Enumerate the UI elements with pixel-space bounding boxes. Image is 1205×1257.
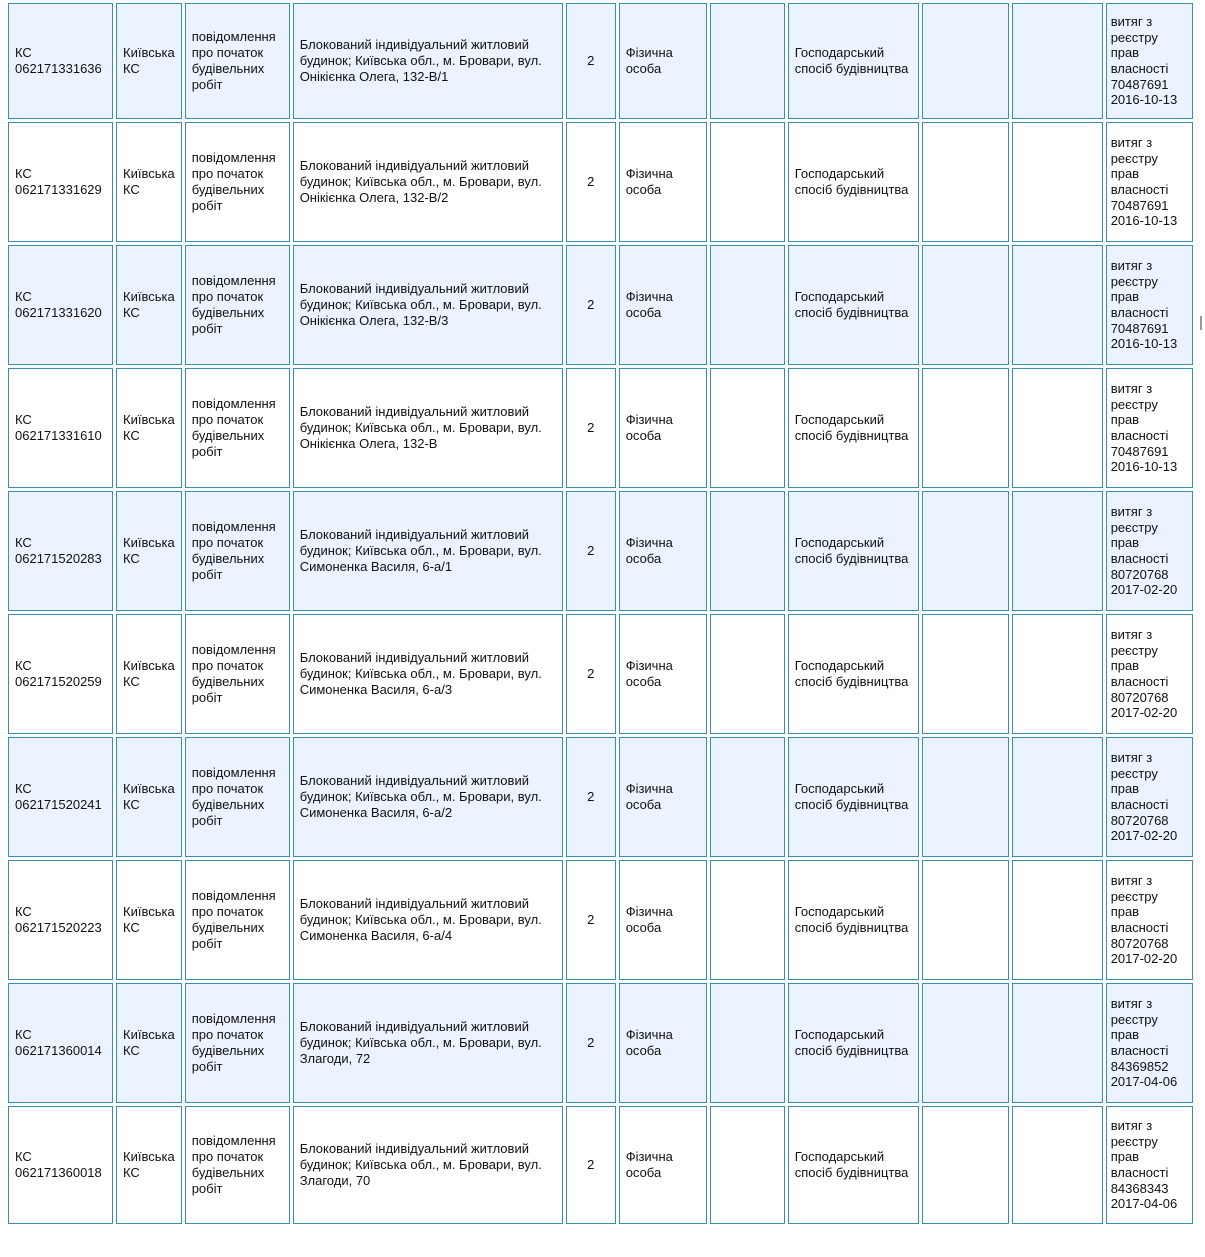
permit-id-cell-text: КС 062171331620 [15,289,102,320]
permit-id-cell [8,860,113,980]
permit-id-cell [8,368,113,488]
complexity-category-cell [566,614,616,734]
customer-type-cell-text: Фізична особа [625,658,673,689]
permit-id-cell [8,614,113,734]
region-cell [116,368,182,488]
customer-type-cell [619,983,707,1103]
empty-cell-b [922,491,1009,611]
ownership-evidence-cell-text: витяг з реєстру прав власності 80720768 2017-02-20 [1110,504,1178,598]
permit-id-cell-text: КС 062171520283 [15,535,102,566]
permit-id-cell-text: КС 062171520241 [15,781,102,812]
construction-method-cell [788,368,919,488]
region-cell-text: Київська КС [123,166,175,197]
complexity-category-cell-text: 2 [587,1157,595,1172]
scrollbar-edge-marker [1200,316,1202,330]
construction-method-cell-text: Господарський спосіб будівництва [794,1149,909,1180]
complexity-category-cell-text: 2 [587,912,595,927]
construction-object-cell-text: Блокований індивідуальний житловий будинок; Київська обл., м. Бровари, вул. Онікієнка Олега, 132-В/2 [299,158,542,205]
table-row [8,983,1193,1103]
ownership-evidence-cell [1106,245,1193,365]
region-cell-text: Київська КС [123,535,175,566]
table-row [8,122,1193,242]
customer-type-cell [619,860,707,980]
construction-object-cell-text: Блокований індивідуальний житловий будинок; Київська обл., м. Бровари, вул. Онікієнка Олега, 132-В [299,404,542,451]
region-cell [116,3,182,119]
customer-type-cell [619,368,707,488]
construction-method-cell [788,860,919,980]
complexity-category-cell [566,368,616,488]
empty-cell-a [710,3,785,119]
document-type-cell [185,614,290,734]
permit-id-cell [8,983,113,1103]
ownership-evidence-cell [1106,983,1193,1103]
document-type-cell-text: повідомлення про початок будівельних робіт [191,273,276,336]
ownership-evidence-cell-text: витяг з реєстру прав власності 70487691 2016-10-13 [1110,258,1178,352]
customer-type-cell-text: Фізична особа [625,45,673,76]
document-type-cell-text: повідомлення про початок будівельних робіт [191,1133,276,1196]
construction-method-cell-text: Господарський спосіб будівництва [794,412,909,443]
region-cell [116,983,182,1103]
document-type-cell-text: повідомлення про початок будівельних робіт [191,765,276,828]
empty-cell-c [1012,1106,1103,1224]
permit-id-cell [8,122,113,242]
complexity-category-cell [566,245,616,365]
empty-cell-b [922,3,1009,119]
table-row [8,614,1193,734]
empty-cell-c [1012,860,1103,980]
empty-cell-a [710,245,785,365]
permit-id-cell-text: КС 062171331610 [15,412,102,443]
construction-object-cell-text: Блокований індивідуальний житловий будинок; Київська обл., м. Бровари, вул. Злагоди, 72 [299,1019,542,1066]
customer-type-cell-text: Фізична особа [625,1027,673,1058]
table-row [8,3,1193,119]
permit-id-cell-text: КС 062171360014 [15,1027,102,1058]
complexity-category-cell-text: 2 [587,666,595,681]
complexity-category-cell [566,983,616,1103]
ownership-evidence-cell [1106,491,1193,611]
complexity-category-cell-text: 2 [587,174,595,189]
construction-object-cell-text: Блокований індивідуальний житловий будинок; Київська обл., м. Бровари, вул. Симоненка Василя, 6-а/3 [299,650,542,697]
construction-method-cell [788,737,919,857]
ownership-evidence-cell-text: витяг з реєстру прав власності 80720768 2017-02-20 [1110,750,1178,844]
document-type-cell-text: повідомлення про початок будівельних робіт [191,150,276,213]
region-cell [116,614,182,734]
document-type-cell [185,3,290,119]
construction-method-cell [788,491,919,611]
construction-object-cell-text: Блокований індивідуальний житловий будинок; Київська обл., м. Бровари, вул. Симоненка Василя, 6-а/4 [299,896,542,943]
construction-object-cell [293,122,563,242]
empty-cell-a [710,614,785,734]
customer-type-cell [619,737,707,857]
customer-type-cell [619,491,707,611]
construction-method-cell-text: Господарський спосіб будівництва [794,904,909,935]
construction-object-cell [293,983,563,1103]
region-cell-text: Київська КС [123,781,175,812]
permit-id-cell [8,3,113,119]
customer-type-cell-text: Фізична особа [625,1149,673,1180]
complexity-category-cell-text: 2 [587,420,595,435]
construction-object-cell [293,737,563,857]
table-row [8,1106,1193,1224]
empty-cell-c [1012,614,1103,734]
construction-method-cell-text: Господарський спосіб будівництва [794,535,909,566]
empty-cell-a [710,491,785,611]
customer-type-cell-text: Фізична особа [625,904,673,935]
construction-object-cell [293,245,563,365]
document-type-cell [185,122,290,242]
document-type-cell [185,737,290,857]
table-row [8,737,1193,857]
region-cell [116,245,182,365]
permits-table [5,0,1196,1227]
ownership-evidence-cell-text: витяг з реєстру прав власності 80720768 2017-02-20 [1110,873,1178,967]
complexity-category-cell [566,860,616,980]
construction-object-cell [293,860,563,980]
region-cell-text: Київська КС [123,45,175,76]
region-cell [116,737,182,857]
empty-cell-a [710,122,785,242]
complexity-category-cell [566,3,616,119]
region-cell [116,122,182,242]
document-type-cell [185,368,290,488]
document-type-cell-text: повідомлення про початок будівельних робіт [191,1011,276,1074]
document-type-cell [185,983,290,1103]
region-cell-text: Київська КС [123,1027,175,1058]
construction-method-cell-text: Господарський спосіб будівництва [794,1027,909,1058]
ownership-evidence-cell-text: витяг з реєстру прав власності 70487691 2016-10-13 [1110,14,1178,108]
document-type-cell-text: повідомлення про початок будівельних робіт [191,642,276,705]
empty-cell-c [1012,737,1103,857]
empty-cell-c [1012,491,1103,611]
construction-object-cell-text: Блокований індивідуальний житловий будинок; Київська обл., м. Бровари, вул. Симоненка Василя, 6-а/2 [299,773,542,820]
ownership-evidence-cell [1106,860,1193,980]
empty-cell-c [1012,983,1103,1103]
ownership-evidence-cell-text: витяг з реєстру прав власності 84368343 2017-04-06 [1110,1118,1178,1212]
empty-cell-a [710,1106,785,1224]
empty-cell-b [922,368,1009,488]
complexity-category-cell [566,1106,616,1224]
region-cell-text: Київська КС [123,658,175,689]
table-row [8,368,1193,488]
complexity-category-cell [566,122,616,242]
permit-id-cell-text: КС 062171520223 [15,904,102,935]
construction-object-cell-text: Блокований індивідуальний житловий будинок; Київська обл., м. Бровари, вул. Симоненка Василя, 6-а/1 [299,527,542,574]
empty-cell-b [922,737,1009,857]
complexity-category-cell-text: 2 [587,297,595,312]
permit-id-cell [8,245,113,365]
region-cell-text: Київська КС [123,289,175,320]
table-row [8,491,1193,611]
ownership-evidence-cell-text: витяг з реєстру прав власності 70487691 2016-10-13 [1110,135,1178,229]
document-type-cell [185,1106,290,1224]
permit-id-cell-text: КС 062171331636 [15,45,102,76]
empty-cell-b [922,983,1009,1103]
empty-cell-c [1012,3,1103,119]
complexity-category-cell [566,737,616,857]
construction-method-cell-text: Господарський спосіб будівництва [794,289,909,320]
permit-id-cell [8,737,113,857]
construction-object-cell [293,614,563,734]
construction-method-cell-text: Господарський спосіб будівництва [794,658,909,689]
ownership-evidence-cell [1106,1106,1193,1224]
empty-cell-b [922,614,1009,734]
customer-type-cell-text: Фізична особа [625,535,673,566]
document-type-cell-text: повідомлення про початок будівельних робіт [191,888,276,951]
empty-cell-c [1012,245,1103,365]
region-cell [116,860,182,980]
empty-cell-c [1012,368,1103,488]
complexity-category-cell [566,491,616,611]
customer-type-cell-text: Фізична особа [625,412,673,443]
construction-method-cell [788,1106,919,1224]
construction-method-cell [788,122,919,242]
construction-method-cell-text: Господарський спосіб будівництва [794,166,909,197]
empty-cell-a [710,737,785,857]
permit-id-cell-text: КС 062171360018 [15,1149,102,1180]
ownership-evidence-cell [1106,3,1193,119]
document-type-cell-text: повідомлення про початок будівельних робіт [191,519,276,582]
ownership-evidence-cell-text: витяг з реєстру прав власності 70487691 2016-10-13 [1110,381,1178,475]
document-type-cell [185,245,290,365]
customer-type-cell-text: Фізична особа [625,166,673,197]
ownership-evidence-cell-text: витяг з реєстру прав власності 80720768 2017-02-20 [1110,627,1178,721]
region-cell-text: Київська КС [123,1149,175,1180]
customer-type-cell [619,1106,707,1224]
empty-cell-b [922,860,1009,980]
permit-id-cell [8,1106,113,1224]
permit-id-cell-text: КС 062171520259 [15,658,102,689]
table-row [8,245,1193,365]
region-cell [116,1106,182,1224]
customer-type-cell [619,245,707,365]
empty-cell-a [710,368,785,488]
region-cell-text: Київська КС [123,412,175,443]
construction-method-cell-text: Господарський спосіб будівництва [794,781,909,812]
construction-method-cell [788,614,919,734]
construction-object-cell [293,491,563,611]
ownership-evidence-cell [1106,122,1193,242]
region-cell-text: Київська КС [123,904,175,935]
region-cell [116,491,182,611]
construction-object-cell [293,3,563,119]
ownership-evidence-cell [1106,368,1193,488]
construction-method-cell [788,983,919,1103]
ownership-evidence-cell-text: витяг з реєстру прав власності 84369852 2017-04-06 [1110,996,1178,1090]
permit-id-cell [8,491,113,611]
empty-cell-a [710,860,785,980]
customer-type-cell [619,614,707,734]
document-type-cell [185,860,290,980]
customer-type-cell-text: Фізична особа [625,289,673,320]
permit-id-cell-text: КС 062171331629 [15,166,102,197]
customer-type-cell [619,122,707,242]
construction-object-cell [293,368,563,488]
construction-method-cell [788,3,919,119]
document-type-cell [185,491,290,611]
empty-cell-c [1012,122,1103,242]
ownership-evidence-cell [1106,737,1193,857]
construction-method-cell-text: Господарський спосіб будівництва [794,45,909,76]
construction-object-cell-text: Блокований індивідуальний житловий будинок; Київська обл., м. Бровари, вул. Онікієнка Олега, 132-В/1 [299,37,542,84]
construction-object-cell [293,1106,563,1224]
complexity-category-cell-text: 2 [587,1035,595,1050]
complexity-category-cell-text: 2 [587,789,595,804]
customer-type-cell [619,3,707,119]
ownership-evidence-cell [1106,614,1193,734]
table-row [8,860,1193,980]
empty-cell-b [922,122,1009,242]
construction-object-cell-text: Блокований індивідуальний житловий будинок; Київська обл., м. Бровари, вул. Злагоди, 70 [299,1141,542,1188]
customer-type-cell-text: Фізична особа [625,781,673,812]
empty-cell-b [922,245,1009,365]
document-type-cell-text: повідомлення про початок будівельних робіт [191,29,276,92]
empty-cell-a [710,983,785,1103]
complexity-category-cell-text: 2 [587,543,595,558]
construction-method-cell [788,245,919,365]
complexity-category-cell-text: 2 [587,53,595,68]
construction-object-cell-text: Блокований індивідуальний житловий будинок; Київська обл., м. Бровари, вул. Онікієнка Олега, 132-В/3 [299,281,542,328]
document-type-cell-text: повідомлення про початок будівельних робіт [191,396,276,459]
empty-cell-b [922,1106,1009,1224]
